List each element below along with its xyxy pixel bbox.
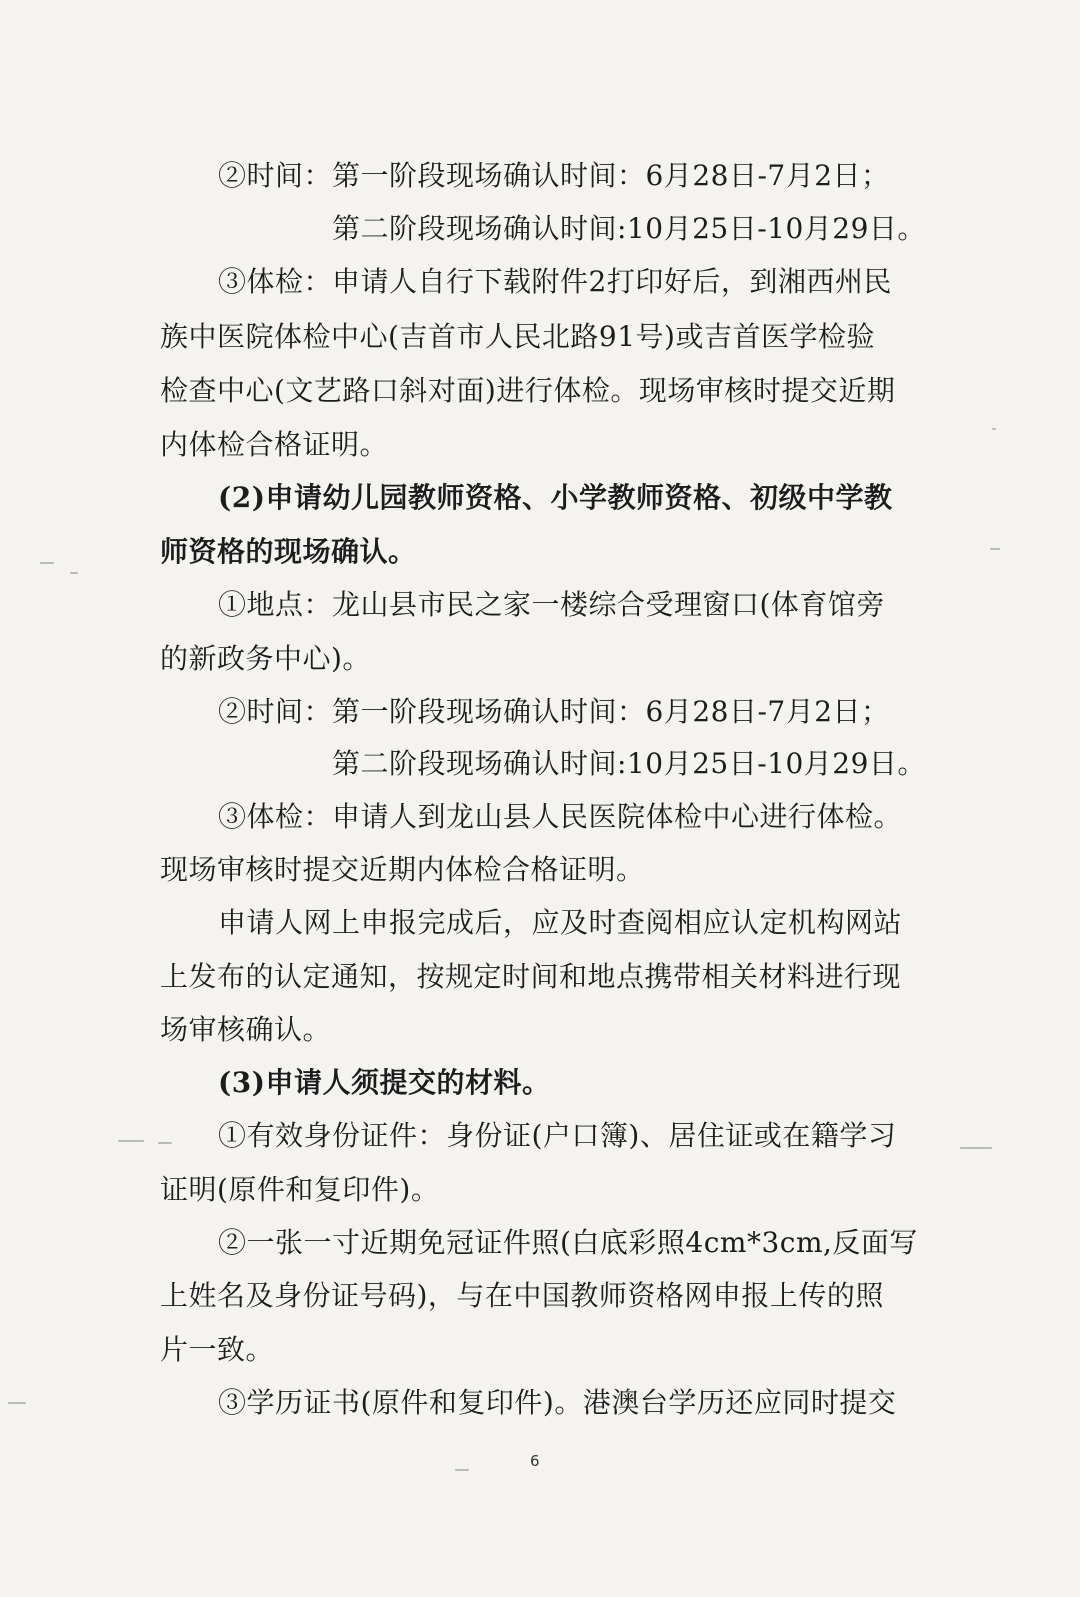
section-heading: 师资格的现场确认。	[160, 535, 417, 568]
text-line: 上发布的认定通知，按规定时间和地点携带相关材料进行现	[160, 960, 902, 993]
text-line: 检查中心(文艺路口斜对面)进行体检。现场审核时提交近期	[160, 374, 896, 407]
text-line: 的新政务中心)。	[160, 642, 371, 675]
text-line: 第二阶段现场确认时间:10月25日-10月29日。	[332, 212, 926, 245]
text-line: ③体检：申请人自行下载附件2打印好后，到湘西州民	[218, 265, 892, 298]
section-heading: (2)申请幼儿园教师资格、小学教师资格、初级中学教	[218, 481, 893, 514]
text-line: 内体检合格证明。	[160, 428, 389, 461]
text-line: 族中医院体检中心(吉首市人民北路91号)或吉首医学检验	[160, 320, 875, 353]
scan-speck	[40, 562, 54, 564]
scan-speck	[118, 1140, 144, 1142]
scan-speck	[8, 1402, 26, 1404]
text-line: ②一张一寸近期免冠证件照(白底彩照4cm*3cm,反面写	[218, 1226, 918, 1259]
text-line: ③学历证书(原件和复印件)。港澳台学历还应同时提交	[218, 1386, 897, 1419]
text-line: ②时间：第一阶段现场确认时间：6月28日-7月2日；	[218, 159, 890, 192]
text-line: 上姓名及身份证号码)，与在中国教师资格网申报上传的照	[160, 1279, 884, 1312]
scan-speck	[960, 1147, 992, 1149]
text-line: 证明(原件和复印件)。	[160, 1173, 440, 1206]
text-line: 申请人网上申报完成后，应及时查阅相应认定机构网站	[218, 906, 903, 939]
text-line: 片一致。	[160, 1333, 275, 1366]
scan-speck	[990, 548, 1000, 550]
text-line: 现场审核时提交近期内体检合格证明。	[160, 853, 645, 886]
text-line: 第二阶段现场确认时间:10月25日-10月29日。	[332, 747, 926, 780]
text-line: ①地点：龙山县市民之家一楼综合受理窗口(体育馆旁	[218, 588, 885, 621]
text-line: 场审核确认。	[160, 1013, 332, 1046]
section-heading: (3)申请人须提交的材料。	[218, 1066, 551, 1099]
scan-speck	[992, 428, 996, 430]
text-line: ①有效身份证件：身份证(户口簿)、居住证或在籍学习	[218, 1119, 897, 1152]
text-line: ③体检：申请人到龙山县人民医院体检中心进行体检。	[218, 800, 903, 833]
text-line: ②时间：第一阶段现场确认时间：6月28日-7月2日；	[218, 695, 890, 728]
page-number: 6	[530, 1452, 540, 1470]
scan-speck	[70, 572, 78, 574]
scan-speck	[455, 1469, 469, 1471]
scan-speck	[158, 1142, 172, 1144]
